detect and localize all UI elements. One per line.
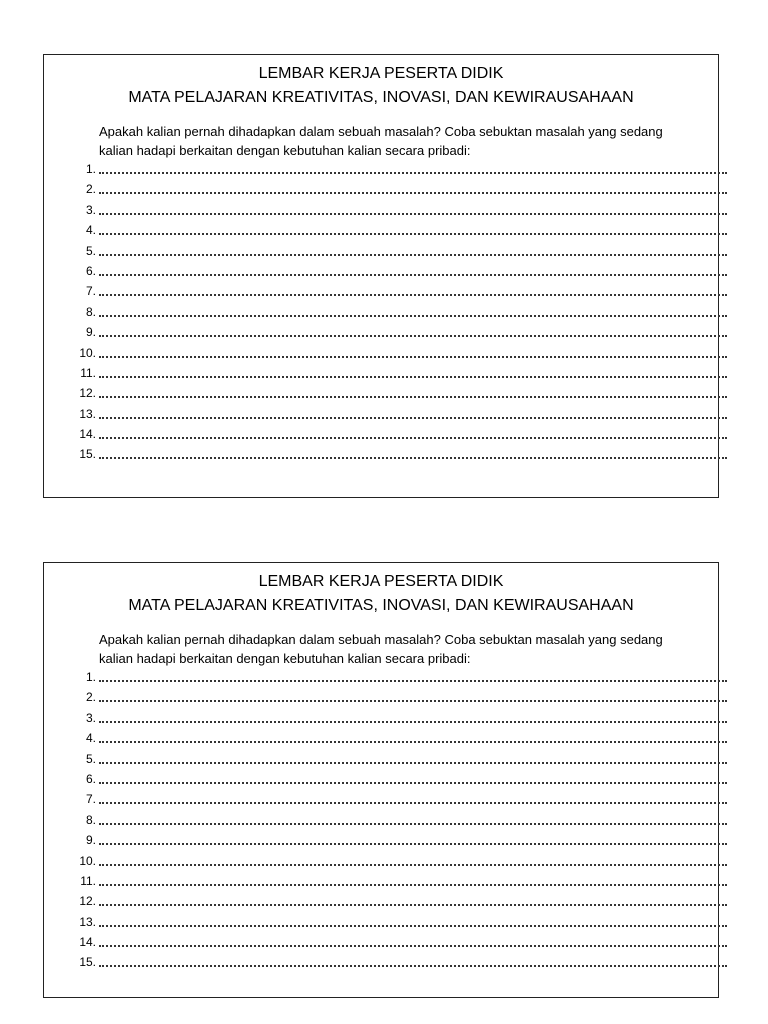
answer-line[interactable] bbox=[99, 925, 727, 927]
item-number: 15. bbox=[79, 447, 96, 462]
item-number: 6. bbox=[85, 771, 96, 786]
item-number: 10. bbox=[79, 345, 96, 360]
instruction-line: kalian hadapi berkaitan dengan kebutuhan kalian secara pribadi: bbox=[99, 143, 471, 158]
item-number: 2. bbox=[85, 182, 96, 197]
answer-line[interactable] bbox=[99, 802, 727, 804]
answer-line[interactable] bbox=[99, 396, 727, 398]
item-number: 6. bbox=[85, 263, 96, 278]
answer-line[interactable] bbox=[99, 762, 727, 764]
item-number: 3. bbox=[85, 710, 96, 725]
item-number: 11. bbox=[80, 873, 96, 888]
answer-line[interactable] bbox=[99, 233, 727, 235]
answer-line[interactable] bbox=[99, 965, 727, 967]
answer-line[interactable] bbox=[99, 782, 727, 784]
item-number: 13. bbox=[79, 406, 96, 421]
worksheet-card bbox=[43, 562, 719, 998]
worksheet-instruction bbox=[99, 630, 709, 668]
item-number: 13. bbox=[79, 914, 96, 929]
item-number: 7. bbox=[85, 792, 96, 807]
answer-line[interactable] bbox=[99, 843, 727, 845]
item-number: 9. bbox=[85, 833, 96, 848]
answer-line[interactable] bbox=[99, 823, 727, 825]
answer-line[interactable] bbox=[99, 294, 727, 296]
instruction-line: kalian hadapi berkaitan dengan kebutuhan kalian secara pribadi: bbox=[99, 651, 471, 666]
item-number: 8. bbox=[85, 304, 96, 319]
item-number: 12. bbox=[79, 894, 96, 909]
answer-line[interactable] bbox=[99, 864, 727, 866]
item-number: 12. bbox=[79, 386, 96, 401]
item-number: 1. bbox=[85, 670, 96, 684]
item-number: 15. bbox=[79, 955, 96, 970]
answer-line[interactable] bbox=[99, 884, 727, 886]
answer-line[interactable] bbox=[99, 904, 727, 906]
answer-line[interactable] bbox=[99, 192, 727, 194]
item-number: 4. bbox=[85, 223, 96, 238]
item-number: 14. bbox=[79, 935, 96, 950]
answer-line[interactable] bbox=[99, 356, 727, 358]
answer-line[interactable] bbox=[99, 213, 727, 215]
worksheet-subject: MATA PELAJARAN KREATIVITAS, INOVASI, DAN KEWIRAUSAHAAN bbox=[128, 597, 634, 614]
item-number: 8. bbox=[85, 812, 96, 827]
answer-line[interactable] bbox=[99, 721, 727, 723]
instruction-line: Apakah kalian pernah dihadapkan dalam sebuah masalah? Coba sebuktan masalah yang sedang bbox=[99, 632, 663, 647]
worksheet-title: LEMBAR KERJA PESERTA DIDIK bbox=[258, 65, 504, 82]
item-number: 7. bbox=[85, 284, 96, 299]
worksheet-title: LEMBAR KERJA PESERTA DIDIK bbox=[258, 573, 504, 590]
worksheet-instruction bbox=[99, 122, 709, 160]
item-number: 9. bbox=[85, 325, 96, 340]
answer-line[interactable] bbox=[99, 680, 727, 682]
answer-line[interactable] bbox=[99, 741, 727, 743]
answer-line[interactable] bbox=[99, 315, 727, 317]
item-number: 1. bbox=[85, 162, 96, 176]
answer-line[interactable] bbox=[99, 254, 727, 256]
answer-line[interactable] bbox=[99, 945, 727, 947]
item-number: 11. bbox=[80, 365, 96, 380]
answer-line[interactable] bbox=[99, 335, 727, 337]
item-number: 3. bbox=[85, 202, 96, 217]
worksheet-card bbox=[43, 54, 719, 498]
answer-line[interactable] bbox=[99, 274, 727, 276]
answer-line[interactable] bbox=[99, 437, 727, 439]
worksheet-subject: MATA PELAJARAN KREATIVITAS, INOVASI, DAN KEWIRAUSAHAAN bbox=[128, 89, 634, 106]
answer-line[interactable] bbox=[99, 457, 727, 459]
item-number: 2. bbox=[85, 690, 96, 705]
answer-line[interactable] bbox=[99, 700, 727, 702]
answer-line[interactable] bbox=[99, 417, 727, 419]
answer-line[interactable] bbox=[99, 376, 727, 378]
item-number: 4. bbox=[85, 731, 96, 746]
item-number: 10. bbox=[79, 853, 96, 868]
answer-line[interactable] bbox=[99, 172, 727, 174]
item-number: 14. bbox=[79, 427, 96, 442]
instruction-line: Apakah kalian pernah dihadapkan dalam sebuah masalah? Coba sebuktan masalah yang sedang bbox=[99, 124, 663, 139]
item-number: 5. bbox=[85, 751, 96, 766]
item-number: 5. bbox=[85, 243, 96, 258]
